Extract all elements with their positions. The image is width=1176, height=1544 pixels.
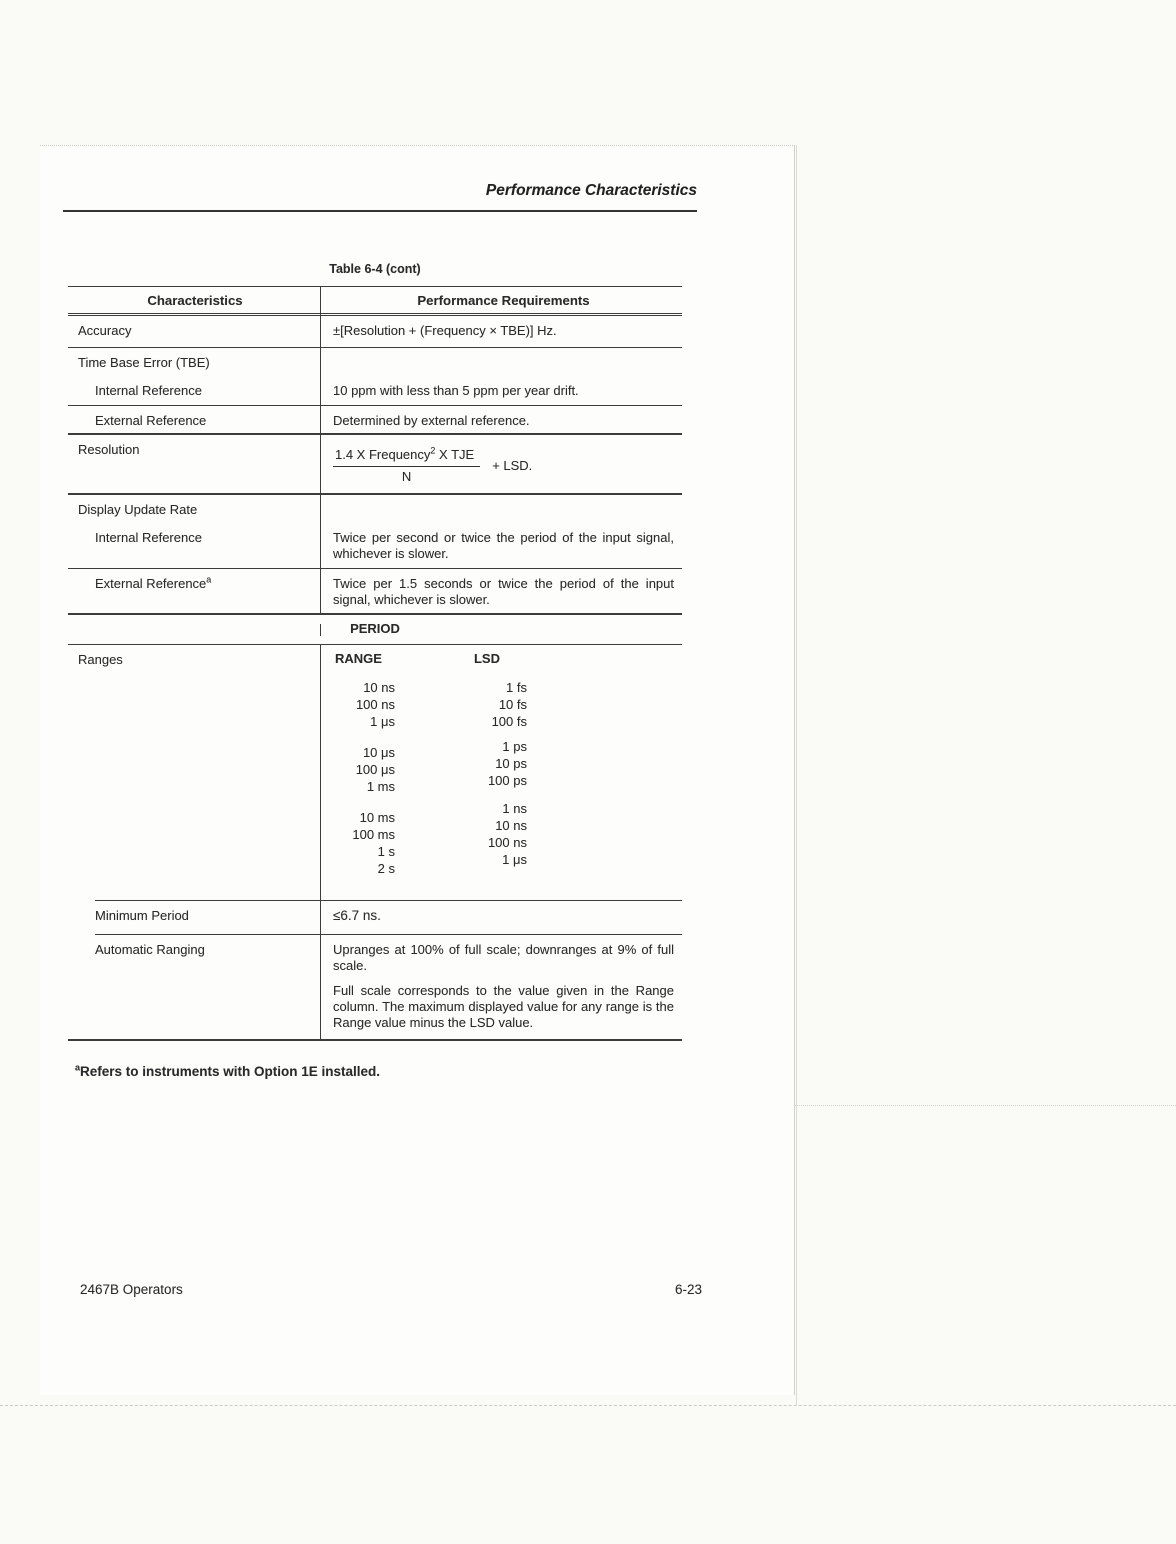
row-label-automatic-ranging: Automatic Ranging — [95, 942, 205, 957]
row-value-dur-empty — [320, 495, 682, 523]
footnote-text: Refers to instruments with Option 1E installed. — [80, 1064, 381, 1079]
table-row-tbe — [68, 348, 682, 376]
lsd-values — [395, 679, 527, 730]
range-value: 1 s — [377, 844, 395, 859]
lsd-column-header: LSD — [473, 651, 500, 666]
range-value: 100 μs — [355, 762, 395, 777]
row-label-minimum-period: Minimum Period — [95, 908, 189, 923]
range-value: 100 ms — [352, 827, 395, 842]
table-title: Table 6-4 (cont) — [329, 262, 421, 276]
footer-doc-name: 2467B Operators — [80, 1282, 183, 1297]
row-label-tbe-external: External Reference — [95, 413, 207, 428]
footer-page-number: 6-23 — [674, 1282, 702, 1297]
range-group-ns — [333, 679, 674, 730]
dur-external-label-text: External Reference — [95, 576, 207, 591]
performance-table — [68, 286, 682, 1041]
lsd-value: 100 ps — [487, 773, 527, 788]
ranges-subtable — [320, 645, 682, 901]
table-row-display-update-rate — [68, 495, 682, 523]
range-value: 1 ms — [366, 779, 395, 794]
range-value: 1 μs — [370, 714, 395, 729]
range-values — [333, 744, 395, 795]
dur-external-footnote-marker: a — [206, 574, 212, 585]
row-label-dur-external — [68, 569, 320, 615]
automatic-ranging-paragraph-2: Full scale corresponds to the value given in the Range column. The maximum displayed value for any range is the Range value minus the LSD value. — [333, 983, 674, 1030]
col-header-characteristics: Characteristics — [147, 293, 243, 308]
fraction-denominator: N — [401, 468, 412, 484]
lsd-values — [395, 738, 527, 789]
row-label-tbe: Time Base Error (TBE) — [78, 355, 210, 370]
lsd-value: 10 ns — [495, 818, 527, 833]
table-row-tbe-internal — [68, 376, 682, 406]
range-group-ms — [333, 801, 674, 877]
row-label-display-update-rate: Display Update Rate — [78, 502, 198, 517]
range-values — [333, 809, 395, 877]
row-label-resolution: Resolution — [78, 442, 140, 457]
range-values — [333, 679, 395, 730]
lsd-value: 1 ps — [502, 739, 527, 754]
lsd-value: 1 fs — [506, 680, 527, 695]
table-row-automatic-ranging — [68, 935, 682, 1041]
lsd-value: 1 ns — [502, 801, 527, 816]
lsd-value: 10 ps — [495, 756, 527, 771]
lsd-values — [395, 800, 527, 868]
lsd-value: 100 fs — [491, 714, 527, 729]
row-label-dur-internal: Internal Reference — [95, 530, 202, 545]
row-value-minimum-period: ≤6.7 ns. — [320, 901, 682, 935]
range-column-header: RANGE — [335, 651, 382, 666]
col-header-requirements: Performance Requirements — [320, 287, 682, 316]
table-header-row — [68, 286, 682, 316]
numerator-text: 1.4 X Frequency — [335, 446, 431, 462]
range-value: 10 μs — [362, 745, 395, 760]
table-row-dur-internal — [68, 523, 682, 569]
range-value: 10 ms — [359, 810, 395, 825]
ranges-subtable-header — [333, 651, 674, 667]
range-group-us — [333, 739, 674, 795]
table-section-period — [68, 615, 682, 645]
page-title: Performance Characteristics — [485, 182, 697, 199]
range-value: 100 ns — [355, 697, 395, 712]
table-row-tbe-external — [68, 406, 682, 435]
row-value-dur-external: Twice per 1.5 seconds or twice the period of the input signal, whichever is slower. — [320, 569, 682, 615]
row-value-accuracy: ±[Resolution + (Frequency × TBE)] Hz. — [320, 316, 682, 348]
row-label-tbe-internal: Internal Reference — [95, 383, 202, 398]
lsd-value: 1 μs — [502, 852, 527, 867]
table-row-resolution — [68, 435, 682, 495]
formula-suffix: + LSD. — [492, 457, 533, 473]
lsd-value: 10 fs — [498, 697, 527, 712]
row-value-tbe-empty — [320, 348, 682, 376]
scan-dotted-line — [795, 1105, 1176, 1106]
resolution-formula — [320, 435, 682, 495]
table-row-dur-external — [68, 569, 682, 615]
page-footer — [80, 1282, 702, 1297]
row-label-ranges: Ranges — [78, 652, 123, 667]
range-value: 10 ns — [363, 680, 395, 695]
footnote — [75, 1064, 380, 1079]
scan-dashed-line — [0, 1405, 1176, 1406]
numerator-suffix: X TJE — [435, 446, 475, 462]
footnote-marker: a — [75, 1062, 81, 1073]
range-value: 2 s — [377, 861, 395, 876]
period-section-title: PERIOD — [350, 621, 400, 636]
fraction-numerator — [333, 447, 480, 467]
row-value-dur-internal: Twice per second or twice the period of the input signal, whichever is slower. — [320, 523, 682, 569]
table-row-accuracy — [68, 316, 682, 348]
table-row-minimum-period — [68, 901, 682, 935]
row-value-automatic-ranging — [320, 935, 682, 1041]
header-rule — [63, 210, 697, 212]
row-value-tbe-internal: 10 ppm with less than 5 ppm per year drift. — [320, 376, 682, 406]
numerator-exponent: 2 — [430, 445, 436, 456]
row-label-accuracy: Accuracy — [78, 323, 132, 338]
lsd-value: 100 ns — [487, 835, 527, 850]
page-edge-line — [796, 145, 797, 1405]
row-value-tbe-external: Determined by external reference. — [320, 406, 682, 435]
automatic-ranging-paragraph-1: Upranges at 100% of full scale; downranges at 9% of full scale. — [333, 942, 674, 973]
document-page — [40, 145, 795, 1395]
resolution-fraction — [333, 447, 480, 485]
table-row-ranges — [68, 645, 682, 901]
